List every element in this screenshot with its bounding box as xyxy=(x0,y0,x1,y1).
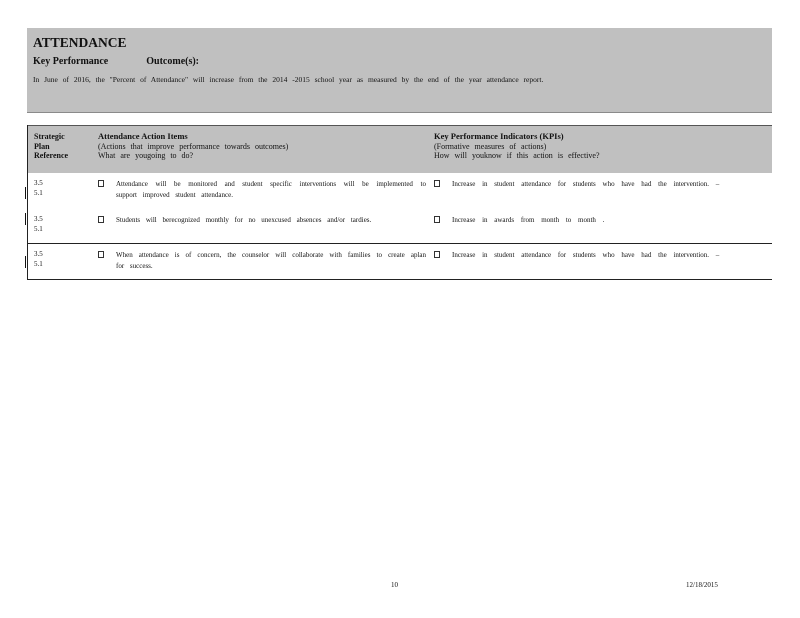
header-kpi-sub2: How will youknow if this action is effective? xyxy=(434,151,600,160)
goal-header-box xyxy=(27,28,772,113)
table-row xyxy=(28,173,772,207)
goal-statement: In June of 2016, the "Percent of Attendance" will increase from the 2014 -2015 school year as measured by the end of the year attendance report. xyxy=(33,75,544,84)
header-kpi-sub1: (Formative measures of actions) xyxy=(434,141,547,151)
ref-line: 3.5 xyxy=(34,179,43,187)
bullet-icon xyxy=(98,216,104,223)
row-reference xyxy=(34,179,43,198)
table-row xyxy=(28,209,772,243)
page-date: 12/18/2015 xyxy=(686,581,718,589)
table-row xyxy=(28,243,772,278)
ref-line: 5.1 xyxy=(34,188,43,197)
table-header xyxy=(28,125,772,173)
header-kpis xyxy=(434,132,734,161)
bullet-icon xyxy=(434,216,440,223)
kpi-item: Increase in awards from month to month . xyxy=(452,216,605,224)
ref-line: 5.1 xyxy=(34,259,43,268)
margin-mark xyxy=(25,256,26,268)
header-reference xyxy=(34,132,94,161)
page-number: 10 xyxy=(391,581,398,589)
margin-mark xyxy=(25,187,26,199)
header-action-sub1: (Actions that improve performance towards outcomes) xyxy=(98,141,289,151)
header-ref-line2: Plan xyxy=(34,141,50,151)
action-item: Students will berecognized monthly for no unexcused absences and/or tardies. xyxy=(116,216,372,224)
action-item: When attendance is of concern, the counselor will collaborate with families to create aplan for success. xyxy=(116,251,426,270)
header-action-title: Attendance Action Items xyxy=(98,131,188,141)
margin-mark xyxy=(25,213,26,225)
action-table xyxy=(27,125,772,280)
ref-line: 5.1 xyxy=(34,224,43,233)
kpi-item: Increase in student attendance for students who have had the intervention. – xyxy=(452,251,720,259)
bullet-icon xyxy=(98,251,104,258)
kpo-label xyxy=(33,56,199,67)
section-title: ATTENDANCE xyxy=(33,35,127,50)
header-action-sub2: What are yougoing to do? xyxy=(98,151,194,160)
bullet-icon xyxy=(434,251,440,258)
row-reference xyxy=(34,250,43,269)
header-ref-line1: Strategic xyxy=(34,132,65,141)
row-reference xyxy=(34,215,43,234)
header-actions xyxy=(98,132,418,161)
kpo-outcomes-text: Outcome(s): xyxy=(146,56,200,67)
bullet-icon xyxy=(434,180,440,187)
kpo-label-text: Key Performance xyxy=(33,56,109,67)
ref-line: 3.5 xyxy=(34,215,43,223)
action-item: Attendance will be monitored and student specific interventions will be implemented to support improved student attendance. xyxy=(116,180,426,199)
header-ref-line3: Reference xyxy=(34,151,69,160)
ref-line: 3.5 xyxy=(34,250,43,258)
header-kpi-title: Key Performance Indicators (KPIs) xyxy=(434,131,564,141)
bullet-icon xyxy=(98,180,104,187)
kpi-item: Increase in student attendance for students who have had the intervention. – xyxy=(452,180,720,188)
